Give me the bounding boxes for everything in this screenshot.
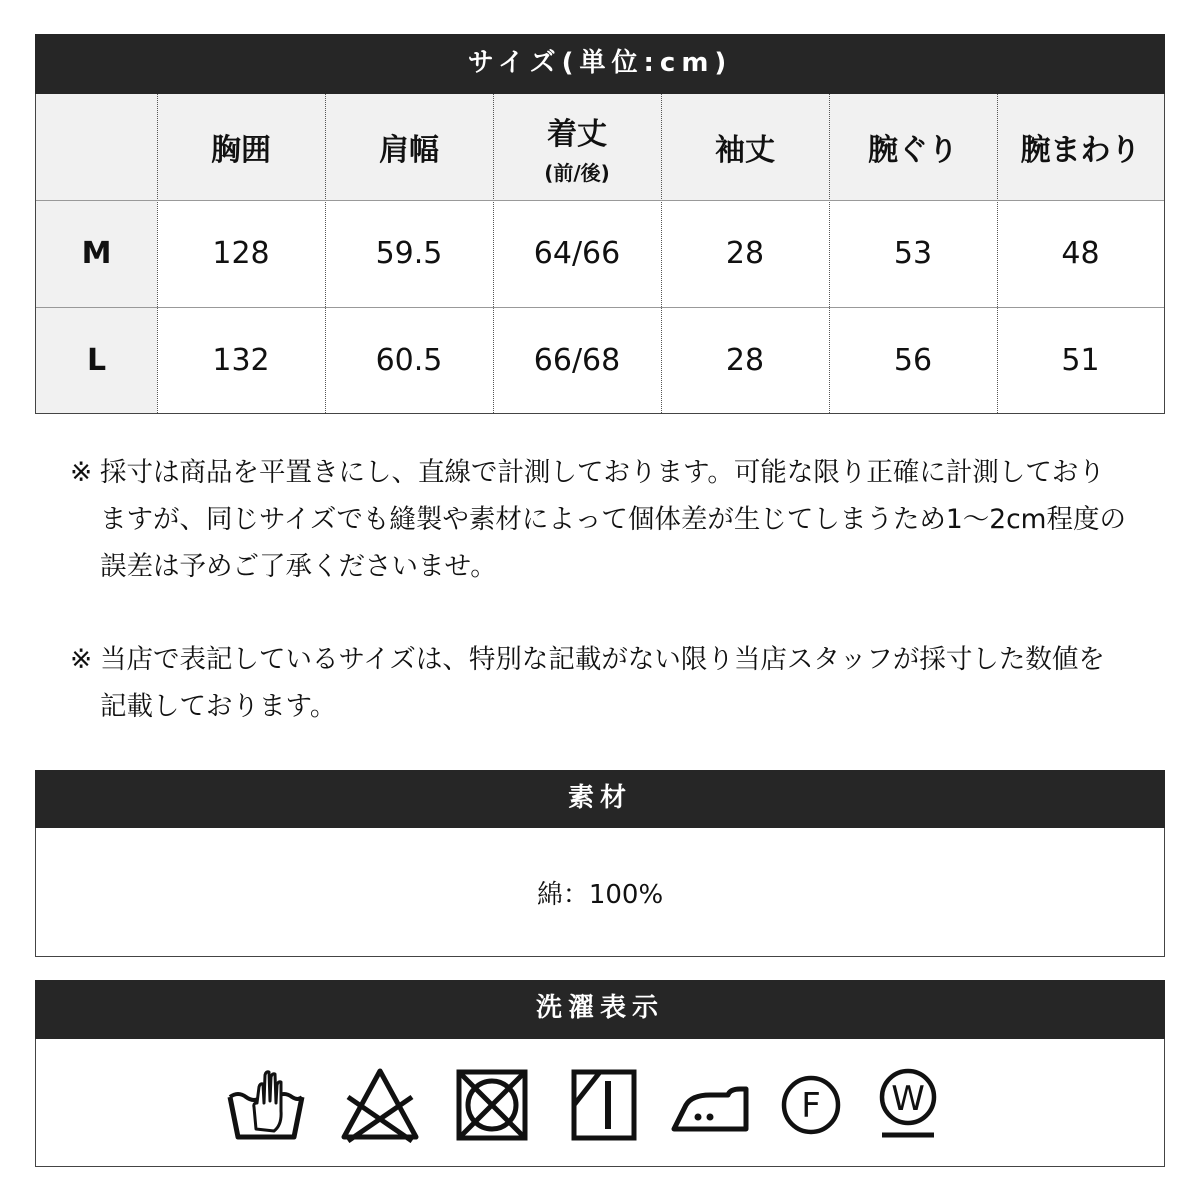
- note-text: 当店で表記しているサイズは、特別な記載がない限り当店スタッフが採寸した数値を記載しております。: [100, 644, 1105, 722]
- iron-low-icon: [670, 1067, 750, 1143]
- column-header-arm-circumference: 腕まわり: [997, 94, 1164, 200]
- table-cell: 132: [212, 342, 270, 378]
- hand-wash-icon: [226, 1067, 306, 1143]
- table-divider: [36, 200, 1164, 201]
- line-dry-shade-icon: [570, 1067, 638, 1143]
- measurement-note: [70, 449, 1130, 590]
- dry-clean-letter: F: [801, 1086, 821, 1126]
- wet-clean-w-icon: [876, 1067, 940, 1143]
- material-box: [35, 828, 1165, 957]
- table-corner-cell: [36, 94, 157, 200]
- table-cell: 53: [893, 236, 933, 271]
- column-header-chest: 胸囲: [157, 94, 325, 200]
- table-cell: 48: [1061, 236, 1100, 271]
- table-divider: [36, 307, 1164, 308]
- material-content: 綿：100%: [536, 879, 664, 910]
- table-divider: [997, 94, 998, 413]
- row-label-l: L: [36, 307, 157, 413]
- table-cell: 66/68: [533, 342, 621, 378]
- table-cell: 64/66: [533, 236, 621, 271]
- size-table: [35, 94, 1165, 414]
- table-divider: [157, 94, 158, 413]
- note-mark: ※: [70, 457, 93, 488]
- table-cell: 28: [725, 236, 765, 271]
- table-cell: 28: [725, 342, 765, 378]
- column-header-length: 着丈 (前/後): [493, 94, 661, 200]
- note-mark: ※: [70, 644, 93, 675]
- no-bleach-icon: [340, 1067, 420, 1143]
- care-section-title: 洗濯表示: [35, 980, 1165, 1039]
- note-text: 採寸は商品を平置きにし、直線で計測しております。可能な限り正確に計測しておりますが、同じサイズでも縫製や素材によって個体差が生じてしまうため1～2cm程度の誤差は予めご了承くださいませ。: [100, 457, 1126, 582]
- care-box: [35, 1039, 1165, 1167]
- table-cell: 59.5: [375, 236, 443, 271]
- column-header-length-sub: (前/後): [544, 160, 610, 185]
- dry-clean-f-icon: [780, 1067, 842, 1143]
- wet-clean-letter: W: [891, 1079, 925, 1119]
- column-header-sleeve: 袖丈: [661, 94, 829, 200]
- column-header-shoulder: 肩幅: [325, 94, 493, 200]
- table-cell: 56: [893, 342, 933, 378]
- material-section-title: 素材: [35, 770, 1165, 828]
- size-section-title: サイズ(単位:cm): [35, 34, 1165, 94]
- column-header-armhole: 腕ぐり: [829, 94, 997, 200]
- table-divider: [661, 94, 662, 413]
- table-cell: 128: [212, 236, 270, 271]
- no-tumble-dry-icon: [454, 1067, 530, 1143]
- table-cell: 60.5: [375, 342, 443, 378]
- table-divider: [493, 94, 494, 413]
- table-cell: 51: [1061, 342, 1100, 378]
- table-divider: [325, 94, 326, 413]
- size-note: [70, 636, 1130, 730]
- row-label-m: M: [36, 200, 157, 307]
- table-divider: [829, 94, 830, 413]
